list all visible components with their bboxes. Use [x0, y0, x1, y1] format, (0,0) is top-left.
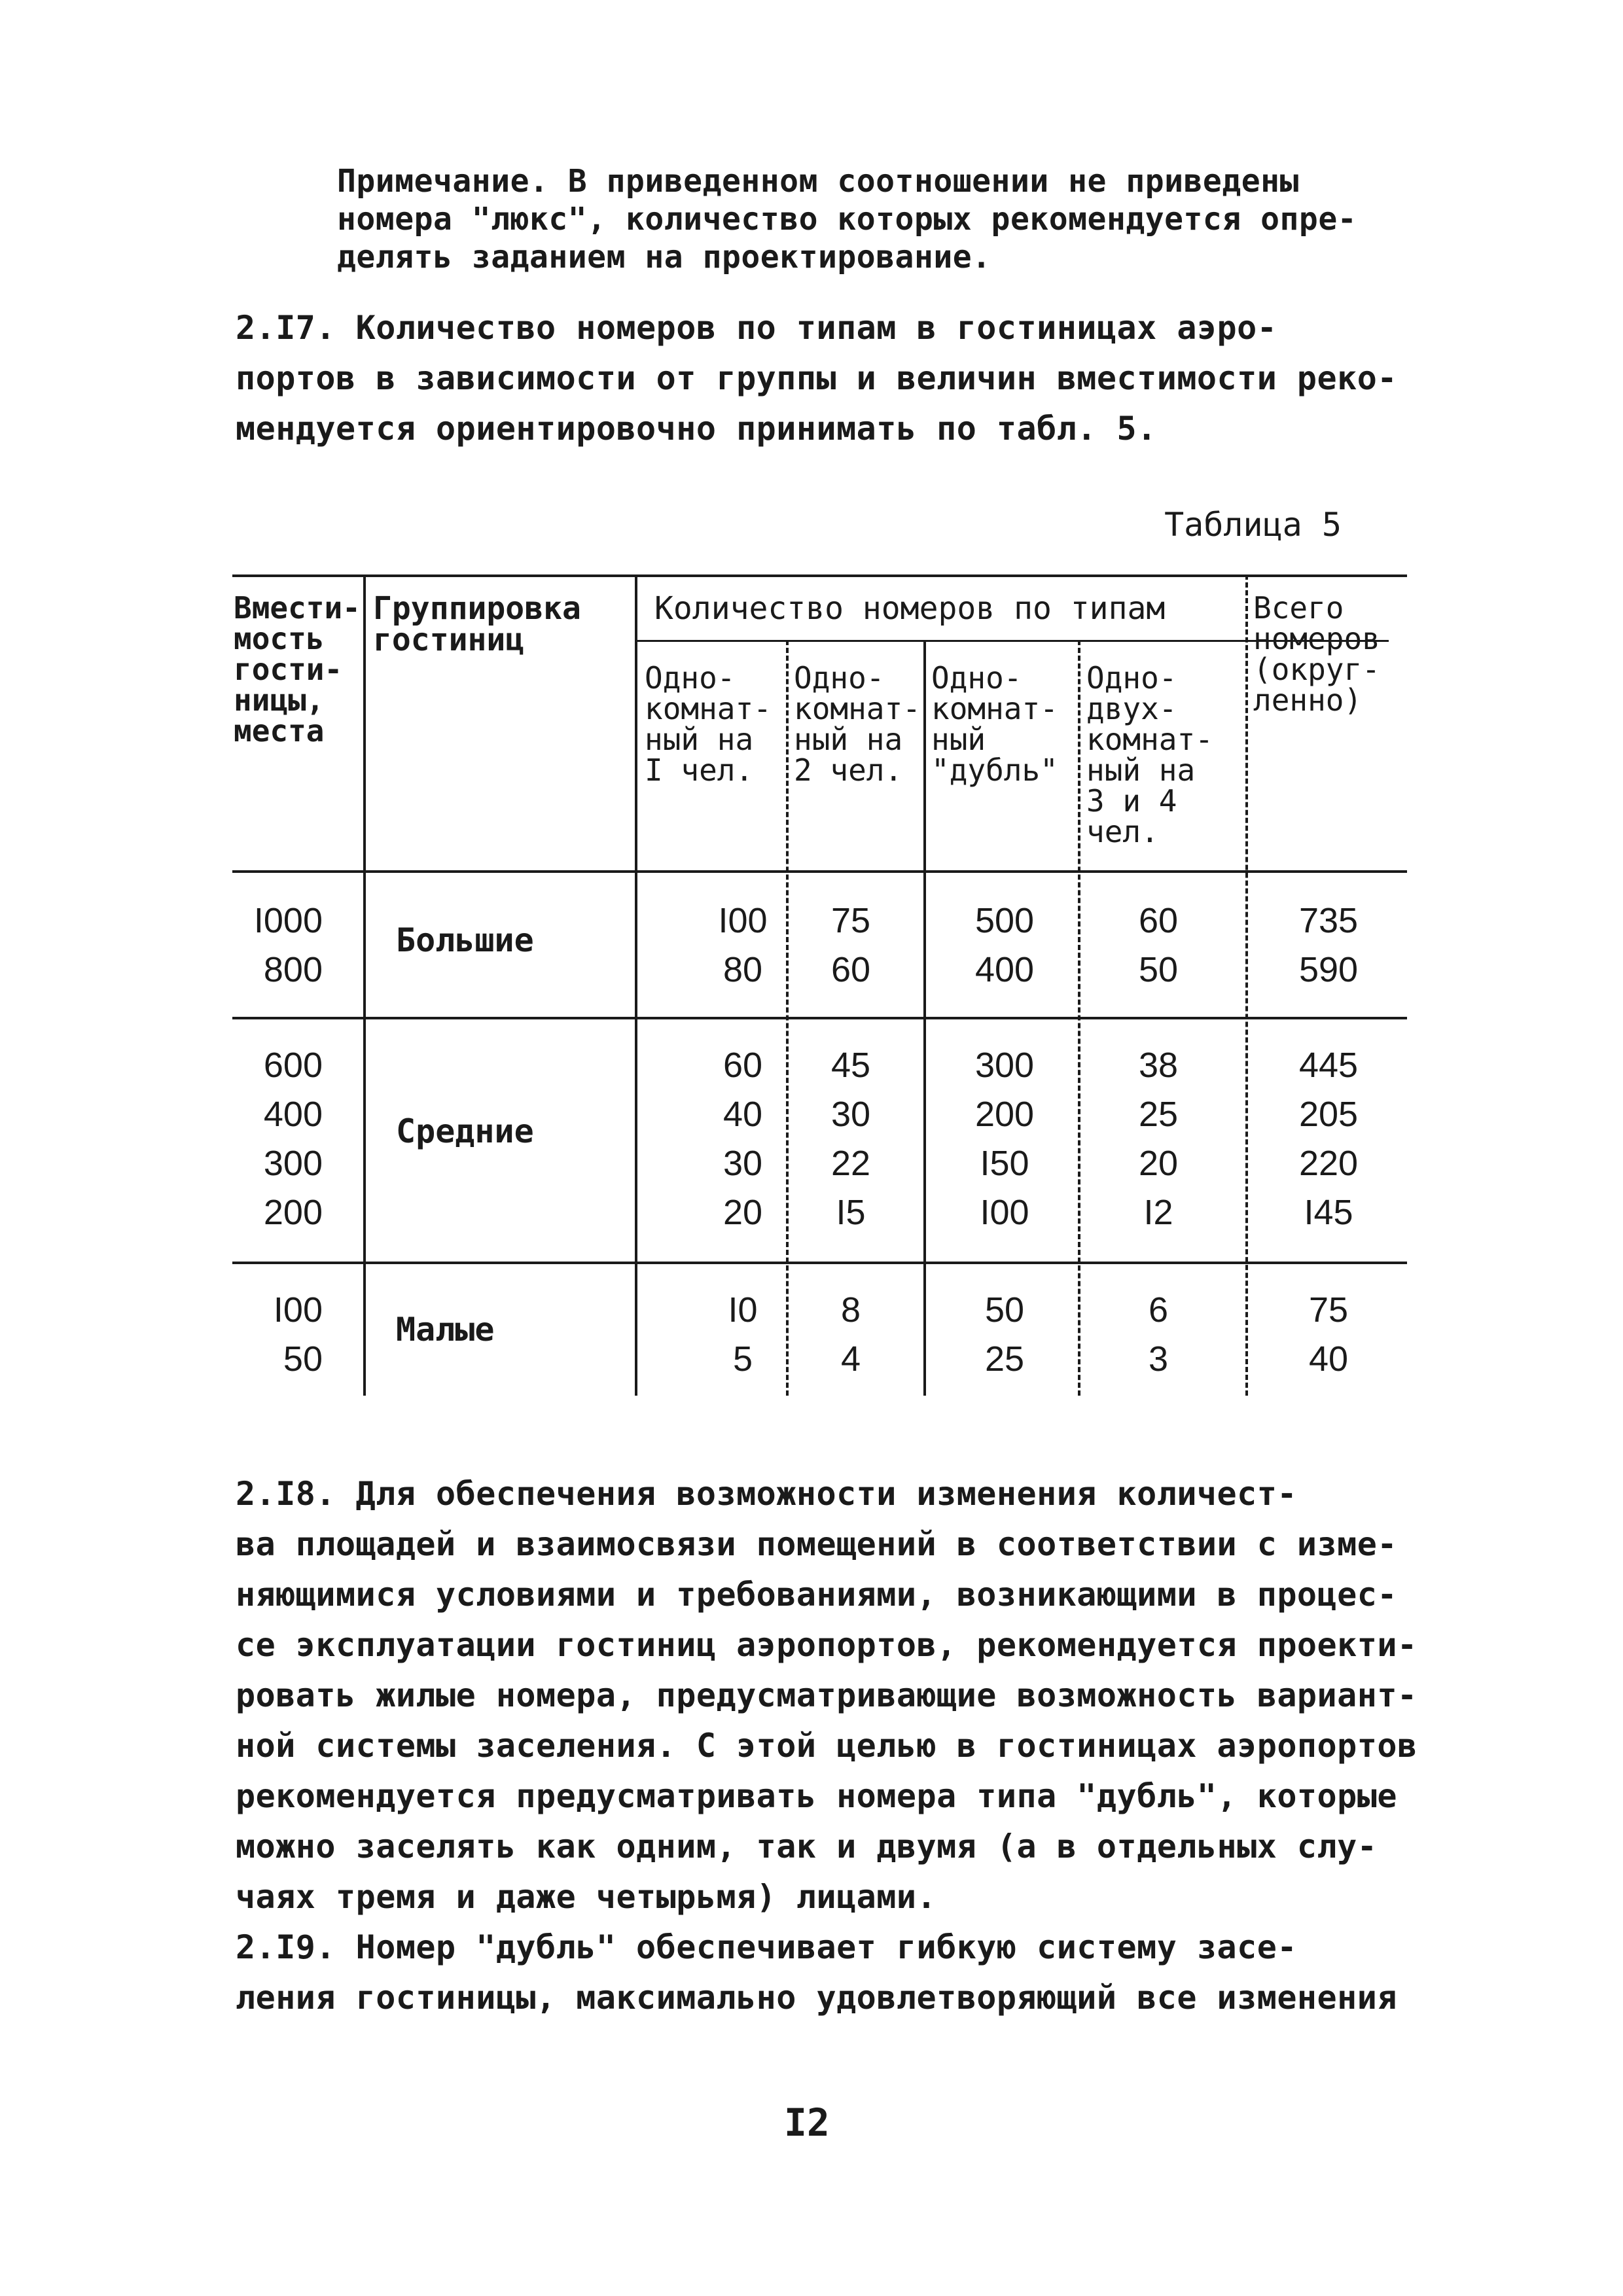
header-type-1: Одно- комнат- ный на I чел. [645, 660, 772, 788]
type3-cell: I50 [980, 1144, 1029, 1183]
col-rule-3 [786, 640, 789, 1396]
room-types-table [232, 574, 1407, 1396]
header-type-4: Одно- двух- комнат- ный на 3 и 4 чел. [1086, 660, 1213, 849]
capacity-cell: 800 [263, 950, 323, 989]
header-room-types: Количество номеров по типам [654, 590, 1166, 627]
group-rule-2 [232, 1262, 1407, 1264]
type2-cell: I5 [836, 1193, 866, 1232]
type3-cell: 200 [974, 1095, 1035, 1134]
type1-cell: 40 [722, 1095, 763, 1134]
type1-cell: I00 [718, 901, 768, 940]
type2-cell: 30 [830, 1095, 871, 1134]
page-number: I2 [784, 2100, 830, 2145]
type3-cell: 500 [974, 901, 1035, 940]
type1-cell: 5 [732, 1339, 753, 1379]
type1-cell: I0 [728, 1290, 758, 1330]
type3-cell: I00 [980, 1193, 1029, 1232]
total-cell: 40 [1308, 1339, 1349, 1379]
capacity-cell: I00 [273, 1290, 323, 1330]
total-cell: 75 [1308, 1290, 1349, 1330]
type2-cell: 60 [830, 950, 871, 989]
table-top-rule [232, 574, 1407, 577]
col-rule-4 [923, 640, 926, 1396]
type4-cell: 20 [1138, 1144, 1179, 1183]
paragraph-2-18-2-19: 2.I8. Для обеспечения возможности изменения количест- ва площадей и взаимосвязи помещений в соответствии с изме- няющимися условиями и требованиями, возникающими в процес- се эксплуатации гостиниц аэропортов, рекомендуется проекти- ровать жилые номера, предусматривающие возможность вариант- ной системы заселения. С этой целью в гостиницах аэропортов рекомендуется предусматривать номера типа "дубль", которые можно заселять как одним, так и двумя (а в отдельных слу- чаях тремя и даже четырьмя) лицами. 2.I9. Номер "дубль" обеспечивает гибкую систему засе- ления гостиницы, максимально удовлетворяющий все изменения [236, 1475, 1418, 2017]
capacity-cell: 300 [263, 1144, 323, 1183]
type4-cell: 6 [1148, 1290, 1169, 1330]
group-rule-1 [232, 1017, 1407, 1019]
type2-cell: 8 [840, 1290, 861, 1330]
col-rule-2 [635, 574, 637, 1396]
type3-cell: 25 [984, 1339, 1025, 1379]
capacity-cell: 50 [283, 1339, 323, 1379]
group-name: Большие [396, 921, 534, 959]
group-name: Малые [396, 1311, 495, 1349]
type3-cell: 400 [974, 950, 1035, 989]
capacity-cell: 200 [263, 1193, 323, 1232]
type1-cell: 20 [722, 1193, 763, 1232]
type4-cell: I2 [1143, 1193, 1173, 1232]
type2-cell: 4 [840, 1339, 861, 1379]
total-cell: 735 [1298, 901, 1359, 940]
total-cell: 205 [1298, 1095, 1359, 1134]
col-rule-6 [1245, 574, 1248, 1396]
note-paragraph: Примечание. В приведенном соотношении не приведены номера "люкс", количество которых рекомендуется опре- делять заданием на проектирование. [337, 163, 1357, 275]
type4-cell: 3 [1148, 1339, 1169, 1379]
header-total: Всего номеров (округ- ленно) [1253, 590, 1380, 718]
type3-cell: 50 [984, 1290, 1025, 1330]
type4-cell: 60 [1138, 901, 1179, 940]
type2-cell: 22 [830, 1144, 871, 1183]
header-type-2: Одно- комнат- ный на 2 чел. [794, 660, 921, 788]
header-type-3: Одно- комнат- ный "дубль" [931, 660, 1058, 788]
header-bottom-rule [232, 870, 1407, 873]
total-cell: 220 [1298, 1144, 1359, 1183]
type2-cell: 45 [830, 1046, 871, 1085]
paragraph-2-17: 2.I7. Количество номеров по типам в гостиницах аэро- портов в зависимости от группы и величин вместимости реко- мендуется ориентировочно принимать по табл. 5. [236, 309, 1397, 448]
type4-cell: 38 [1138, 1046, 1179, 1085]
type1-cell: 80 [722, 950, 763, 989]
type4-cell: 25 [1138, 1095, 1179, 1134]
type2-cell: 75 [830, 901, 871, 940]
capacity-cell: 400 [263, 1095, 323, 1134]
type4-cell: 50 [1138, 950, 1179, 989]
type1-cell: 60 [722, 1046, 763, 1085]
col-rule-5 [1078, 640, 1080, 1396]
total-cell: 590 [1298, 950, 1359, 989]
col-rule-1 [363, 574, 366, 1396]
total-cell: 445 [1298, 1046, 1359, 1085]
header-grouping: Группировка гостиниц [373, 590, 581, 658]
capacity-cell: I000 [253, 901, 323, 940]
header-capacity: Вмести- мость гости- ницы, места [234, 590, 361, 749]
type1-cell: 30 [722, 1144, 763, 1183]
group-name: Средние [396, 1112, 534, 1150]
total-cell: I45 [1304, 1193, 1353, 1232]
capacity-cell: 600 [263, 1046, 323, 1085]
table-caption: Таблица 5 [1164, 506, 1342, 544]
type3-cell: 300 [974, 1046, 1035, 1085]
